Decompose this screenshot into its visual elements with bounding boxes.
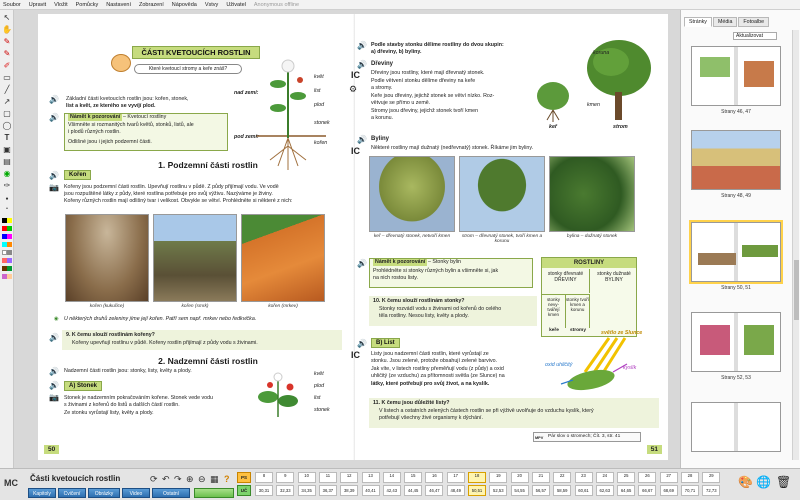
color-swatch[interactable] [7, 266, 12, 271]
leaf-text-1: Listy jsou nadzemní části rostlin, které vyrůstají ze [371, 351, 489, 357]
answer-9: Kořeny upevňují rostlinu v půdě. Kořeny rostlin přijímají z půdy vodu s živinami. [72, 340, 258, 346]
page-strip-cell[interactable]: 34,35 [298, 485, 316, 496]
thumb-image [691, 222, 781, 282]
page-strip-marker[interactable]: 11 [319, 472, 337, 483]
page-strip-cell[interactable]: 50,51 [468, 485, 486, 496]
label-below-ground: pod zemí: [234, 134, 259, 140]
speaker-icon[interactable]: 🔊 [49, 367, 59, 376]
question-11: 11. K čemu jsou důležité listy? [373, 400, 450, 406]
page-strip-marker[interactable]: 17 [447, 472, 465, 483]
page-strip-marker[interactable]: 10 [298, 472, 316, 483]
zoom-in-icon[interactable]: ⊕ [186, 474, 194, 484]
ic-badge[interactable]: IC [351, 70, 360, 80]
help-icon[interactable]: ? [224, 474, 230, 484]
menu-tools[interactable]: Pomůcky [75, 1, 99, 8]
page-strip-marker[interactable]: 29 [702, 472, 720, 483]
undo-icon[interactable]: ↶ [162, 474, 170, 484]
intro-line-2: list a květ, ze kterého se vyvíjí plod. [66, 103, 156, 109]
text-icon[interactable]: T [4, 132, 10, 142]
label-root: kořen [314, 140, 328, 146]
root-tag: Kořen [64, 170, 91, 180]
thumb-image [691, 130, 781, 190]
question-bubble: Které kvetoucí stromy a keře znáš? [134, 64, 242, 74]
menu-edit[interactable]: Upravit [28, 1, 47, 8]
page-strip-marker[interactable]: 14 [383, 472, 401, 483]
intro-line-1: Základní části kvetoucích rostlin jsou: kořen, stonek, [66, 96, 189, 102]
page-right [349, 14, 668, 460]
label-tree: strom [613, 124, 628, 130]
stem-observation-title: – Stonky bylin [428, 259, 461, 265]
page-strip-cell[interactable]: 64,65 [617, 485, 635, 496]
scrollbar-thumb[interactable] [794, 260, 799, 320]
straw-label-leaf: list [314, 395, 321, 401]
tab-pages[interactable]: Stránky [684, 17, 712, 27]
grid-icon[interactable]: ▦ [210, 474, 219, 484]
fill-icon[interactable]: ◉ [3, 168, 11, 178]
menu-settings[interactable]: Nastavení [106, 1, 132, 8]
leaf-text-5: látky, které potřebují pro svůj život, a na kyslík. [371, 381, 490, 387]
shrub-subcell-label: keře [549, 328, 559, 333]
image-icon[interactable]: ▣ [3, 144, 11, 154]
caption-tree: strom – dřevnatý stonek, tvoří kmen a korunu [461, 234, 543, 244]
page-strip-marker[interactable]: 23 [575, 472, 593, 483]
page-strip-marker[interactable]: 27 [660, 472, 678, 483]
book-viewer [14, 10, 680, 468]
thumb-48-49[interactable] [691, 130, 781, 199]
page-strip-marker[interactable]: 15 [404, 472, 422, 483]
caption-corn: kořen (kukuřice) [89, 304, 125, 309]
woody-text-5: větvuje se přímo u země. [371, 100, 431, 106]
observation-tag: Námět k pozorování [70, 114, 121, 120]
answer-10-a: Stonky rozvádí vodu s živinami od kořenů do celého [379, 306, 502, 312]
strawberry-diagram [250, 369, 310, 419]
page-title: ČÁSTI KVETOUCÍCH ROSTLIN [132, 46, 260, 59]
tree-subcell: stonky tvoří kmen a korunu [566, 294, 590, 328]
kids-illustration [111, 54, 131, 72]
straw-label-fruit: plod [314, 383, 325, 389]
refresh-button[interactable]: Aktualizovat [733, 32, 777, 40]
speaker-icon[interactable]: 🔊 [357, 41, 367, 50]
page-strip-cell[interactable]: 44,45 [404, 485, 422, 496]
label-shrub: keř [549, 124, 557, 130]
page-strip-marker[interactable]: 28 [681, 472, 699, 483]
chapters-button[interactable]: Kapitoly [28, 488, 56, 498]
page-strip-cell[interactable]: 40,41 [362, 485, 380, 496]
menu-bar [0, 0, 800, 10]
photo-carrot-root[interactable] [241, 214, 325, 302]
stem-groups-text: Podle stavby stonku dělíme rostliny do dvou skupin: [371, 42, 504, 48]
speaker-icon[interactable]: 🔊 [357, 259, 367, 268]
color-swatch[interactable] [7, 218, 12, 223]
label-leaf: list [314, 88, 321, 94]
sidebar-tabs [684, 17, 770, 27]
page-strip-cell[interactable]: 68,69 [660, 485, 678, 496]
question-10: 10. K čemu slouží rostlinám stonky? [373, 298, 465, 304]
line-width-2-icon[interactable]: • [6, 206, 8, 212]
workbook-toggle[interactable]: PS [237, 472, 251, 483]
menu-file[interactable]: Soubor [3, 1, 21, 8]
reading-reference[interactable] [533, 432, 641, 442]
thumb-46-47[interactable] [691, 46, 781, 115]
photo-corn-root[interactable] [65, 214, 149, 302]
page-strip-marker[interactable]: 13 [362, 472, 380, 483]
menu-user[interactable]: Uživatel [226, 1, 246, 8]
pages-sidebar [680, 10, 800, 468]
leaf-tag: B) List [371, 338, 400, 348]
thumb-label: Strany 48, 49 [721, 193, 751, 199]
label-flower: květ [314, 74, 324, 80]
tab-media[interactable]: Média [713, 17, 737, 27]
highlighter-icon[interactable]: ✐ [3, 60, 11, 70]
thumb-image [691, 312, 781, 372]
zoom-out-icon[interactable]: ⊖ [198, 474, 206, 484]
page-strip-cell[interactable]: 30,31 [255, 485, 273, 496]
caption-spruce: kořen (smrk) [181, 304, 209, 309]
page-strip-cell[interactable]: 32,33 [276, 485, 294, 496]
color-swatch[interactable] [7, 258, 12, 263]
stem-observation-line-1: Prohlédněte si stonky různých bylin a všimněte si, jak [373, 268, 499, 274]
page-strip-marker[interactable]: 25 [617, 472, 635, 483]
page-strip-marker[interactable]: 20 [511, 472, 529, 483]
stem-text-2: s živinami z kořenů do listů a dalších částí rostlin. [64, 402, 180, 408]
label-crown: koruna [593, 50, 610, 56]
answer-11-a: V listech a ostatních zelených částech rostlin se při výživě uvolňuje do vzduchu kyslík, který [379, 408, 594, 414]
co2-label: oxid uhličitý [545, 362, 573, 368]
color-swatch[interactable] [7, 242, 12, 247]
photo-tree[interactable] [459, 156, 545, 232]
camera-icon[interactable]: 📷 [49, 183, 59, 192]
other-button[interactable]: Ostatní [152, 488, 190, 498]
speaker-icon[interactable]: 🔊 [357, 60, 367, 69]
curtain-icon[interactable]: ▤ [3, 156, 11, 166]
woody-text-6: Stromy jsou dřeviny, jejichž stonek tvoří kmen [371, 108, 479, 114]
page-strip-marker[interactable]: 19 [489, 472, 507, 483]
caption-shrub: keř – dřevnatý stonek, netvoří kmen [373, 234, 451, 239]
page-strip-marker[interactable]: 24 [596, 472, 614, 483]
observation-line-1: Všimněte si rozmanitých tvarů květů, stonků, listů, ale [68, 122, 194, 128]
thumb-image [691, 402, 781, 452]
menu-layers[interactable]: Vstvy [204, 1, 219, 8]
speaker-icon[interactable]: 🔊 [357, 135, 367, 144]
page-number-right: 51 [647, 445, 662, 454]
woody-text-7: a korunu. [371, 115, 394, 121]
refresh-icon[interactable]: ⟳ [150, 474, 158, 484]
page-strip-marker[interactable]: 22 [553, 472, 571, 483]
woody-text-3: a stromy. [371, 85, 393, 91]
speaker-icon[interactable]: 🔊 [49, 113, 59, 122]
menu-insert[interactable]: Vložit [54, 1, 68, 8]
page-strip-cell[interactable]: 42,43 [383, 485, 401, 496]
tab-photoalbum[interactable]: Fotoalbe [738, 17, 769, 27]
observation-line-3: Odlišné jsou i jejich podzemní části. [68, 139, 152, 145]
speaker-icon[interactable]: 🔊 [49, 171, 59, 180]
page-strip-cell[interactable]: 54,55 [511, 485, 529, 496]
line-width-icon[interactable]: ● [5, 196, 9, 202]
tree-subcell-label: stromy [570, 328, 586, 333]
herb-text: Některé rostliny mají dužnatý (nedřevnatý) stonek. Říkáme jim byliny. [371, 145, 534, 151]
photo-shrub[interactable] [369, 156, 455, 232]
woody-column: stonky dřevnaté DŘEVINY [542, 269, 590, 293]
page-strip-marker[interactable]: 9 [276, 472, 294, 483]
sidebar-scrollbar[interactable] [792, 30, 799, 460]
page-strip-cell[interactable]: 70,71 [681, 485, 699, 496]
above-ground-text: Nadzemní části rostlin jsou: stonky, listy, květy a plody. [64, 368, 192, 374]
page-strip-cell[interactable]: 46,47 [425, 485, 443, 496]
caption-carrot: kořen (mrkev) [268, 304, 298, 309]
page-strip-cell[interactable]: 72,73 [702, 485, 720, 496]
answer-10-b: těla rostliny. Nesou listy, květy a plody. [379, 313, 469, 319]
thumb-52-53[interactable] [691, 312, 781, 381]
color-swatch[interactable] [7, 250, 12, 255]
page-strip-cell[interactable]: 52,53 [489, 485, 507, 496]
video-button[interactable]: Video [122, 488, 150, 498]
woody-text-2: Podle větvení stonku dělíme dřeviny na keře [371, 78, 476, 84]
marker-icon[interactable]: ✎ [3, 48, 11, 58]
sunlight-label: světlo ze Slunce [601, 330, 643, 336]
camera-icon[interactable]: 📷 [49, 393, 59, 402]
palette-icon[interactable]: 🎨 [738, 475, 753, 489]
page-strip-marker[interactable]: 18 [468, 472, 486, 483]
page-strip-marker[interactable]: 26 [638, 472, 656, 483]
woody-title: Dřeviny [371, 61, 394, 67]
straw-label-stem: stonek [314, 407, 330, 413]
page-strip-cell[interactable]: 36,37 [319, 485, 337, 496]
info-icon: ◉ [54, 316, 59, 322]
menu-help[interactable]: Nápověda [171, 1, 197, 8]
stem-observation-line-2: na nich rostou listy. [373, 275, 418, 281]
observation-title: – Kvetoucí rostliny [123, 114, 167, 120]
plants-table-title: ROSTLINY [542, 258, 636, 268]
redo-icon[interactable]: ↷ [174, 474, 182, 484]
woody-text-4: Keře jsou dřeviny, jejichž stonek se větví nízko. Roz- [371, 93, 495, 99]
section-2-title: 2. Nadzemní části rostlin [158, 356, 258, 366]
root-text-1: Kořeny jsou podzemní části rostlin. Upevňují rostlinu v půdě. Z půdy přijímají vodu. Ve vodě [64, 184, 279, 190]
gallery-icon[interactable]: ⚙ [349, 84, 358, 94]
thumb-50-51[interactable] [691, 222, 781, 291]
info-text: U některých druhů zeleniny jíme její kořen. Patří sem např. mrkev nebo ředkvička. [64, 316, 257, 322]
photo-spruce-root[interactable] [153, 214, 237, 302]
menu-view[interactable]: Zobrazení [139, 1, 164, 8]
shrub-subcell: stonky nevy-tvářejí kmen [542, 294, 566, 328]
thumb-image [691, 46, 781, 106]
user-status: Anonymous offline [253, 1, 300, 8]
thumb-label: Strany 52, 53 [721, 375, 751, 381]
stem-observation-tag: Námět k pozorování [375, 259, 426, 265]
page-number-left: 50 [44, 445, 59, 454]
leaf-text-2: stonku. Jsou zelené, protože obsahují zelené barvivo. [371, 358, 498, 364]
answer-11-b: potřebují všechny živé organismy k dýchání. [379, 415, 483, 421]
oxygen-label: kyslík [623, 365, 637, 371]
page-strip-marker[interactable]: 12 [340, 472, 358, 483]
speaker-icon[interactable]: 🔊 [357, 339, 367, 348]
color-swatch[interactable] [7, 234, 12, 239]
woody-text-1: Dřeviny jsou rostliny, které mají dřevnatý stonek. [371, 70, 485, 76]
thumb-label: Strany 50, 51 [721, 285, 751, 291]
plants-table [541, 257, 637, 337]
photo-herb[interactable] [549, 156, 635, 232]
page-strip-cell[interactable]: 48,49 [447, 485, 465, 496]
speaker-icon[interactable]: 🔊 [49, 381, 59, 390]
page-strip-marker[interactable]: 21 [532, 472, 550, 483]
page-strip-marker[interactable]: 16 [425, 472, 443, 483]
section-1-title: 1. Podzemní části rostlin [158, 160, 258, 170]
page-strip-cell[interactable]: 66,67 [638, 485, 656, 496]
hand-icon[interactable]: ✋ [2, 24, 12, 34]
images-button[interactable]: Obrázky [88, 488, 120, 498]
label-trunk: kmen [587, 102, 600, 108]
root-text-2: jsou rozpuštěné látky z půdy, které rostlina potřebuje pro svůj výživu. Nazýváme je živiny. [64, 191, 273, 197]
mpv-badge: MPV [535, 436, 544, 440]
page-strip-cell[interactable]: 60,61 [575, 485, 593, 496]
textbook-toggle[interactable]: UČ [237, 485, 251, 496]
rectangle-icon[interactable]: ▢ [3, 108, 11, 118]
reading-reference-text: Pár slov o stromech; Čít. 3, str. 41 [548, 434, 621, 439]
color-swatch[interactable] [7, 226, 12, 231]
stem-groups-list: a) dřeviny, b) byliny. [371, 49, 422, 55]
trash-icon[interactable]: 🗑 [776, 475, 792, 489]
ic-badge[interactable]: IC [351, 350, 360, 360]
app-logo: MC [4, 478, 18, 488]
globe-icon[interactable]: 🌐 [756, 475, 771, 489]
page-strip-cell[interactable]: 56,57 [532, 485, 550, 496]
page-strip-cell[interactable]: 58,59 [553, 485, 571, 496]
stem-tag: A) Stonek [64, 381, 102, 391]
arrow-icon[interactable]: ↗ [3, 96, 11, 106]
observation-line-2: i plodů různých rostlin. [68, 129, 121, 135]
ic-badge[interactable]: IC [351, 146, 360, 156]
eyedropper-icon[interactable]: ✑ [3, 180, 11, 190]
thumb-label: Strany 46, 47 [721, 109, 751, 115]
label-stem: stonek [314, 120, 330, 126]
pen-icon[interactable]: ✎ [3, 36, 11, 46]
bottom-navigation [0, 468, 800, 500]
stem-text-3: Ze stonku vyrůstají listy, květy a plody. [64, 410, 154, 416]
page-strip-cell[interactable]: 38,39 [340, 485, 358, 496]
question-9: 9. K čemu slouží rostlinám kořeny? [66, 332, 155, 338]
thumb-next[interactable] [691, 402, 781, 452]
root-text-3: Kořeny různých rostlin mají odlišný tvar i velikost. Obvykle se větví. Prohlédněte si některé z nich: [64, 198, 293, 204]
label-fruit: plod [314, 102, 325, 108]
herb-title: Byliny [371, 136, 390, 142]
eraser-icon[interactable]: ▭ [3, 72, 11, 82]
herb-column: stonky dužnaté BYLINY [597, 271, 631, 283]
speaker-icon[interactable]: 🔊 [49, 95, 59, 104]
page-strip [255, 472, 751, 498]
leaf-text-3: Jak víte, v listech rostliny přeměňují vodu (z půdy) a oxid [371, 366, 504, 372]
leaf-text-4: uhličitý (ze vzduchu) za přítomnosti světla (ze Slunce) na [371, 373, 505, 379]
green-slot[interactable] [194, 488, 234, 498]
label-above-ground: nad zemí: [234, 90, 259, 96]
pointer-icon[interactable]: ↖ [3, 12, 11, 22]
straw-label-flower: květ [314, 371, 324, 377]
page-strip-marker[interactable]: 8 [255, 472, 273, 483]
speaker-icon[interactable]: 🔊 [49, 333, 59, 342]
exercises-button[interactable]: Cvičení [58, 488, 86, 498]
line-icon[interactable]: ╱ [4, 84, 10, 94]
color-swatch[interactable] [7, 274, 12, 279]
caption-herb: bylina – dužnatý stonek [566, 234, 618, 239]
drawing-toolbar [0, 10, 14, 468]
page-strip-cell[interactable]: 62,63 [596, 485, 614, 496]
page-left [38, 14, 358, 460]
stem-text-1: Stonek je nadzemním pokračováním kořene. Stonek vede vodu [64, 395, 213, 401]
ellipse-icon[interactable]: ◯ [2, 120, 12, 130]
chapter-title: Části kvetoucích rostlin [30, 474, 121, 483]
